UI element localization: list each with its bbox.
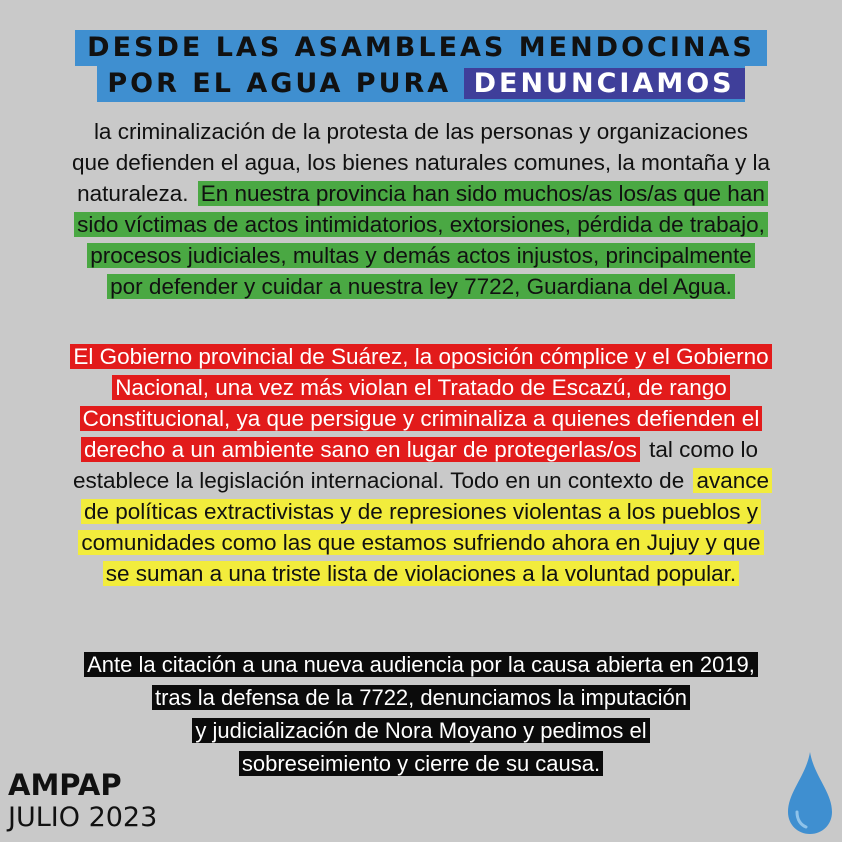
paragraph3-line2 bbox=[0, 681, 842, 714]
water-drop-icon bbox=[788, 752, 832, 839]
paragraph2-line8 bbox=[0, 558, 842, 589]
yellow-highlight: se suman a una triste lista de violaciones a la voluntad popular. bbox=[103, 561, 739, 586]
paragraph2-line7 bbox=[0, 527, 842, 558]
paragraph1-line2 bbox=[0, 147, 842, 178]
paragraph2-line3 bbox=[0, 403, 842, 434]
red-highlight: Constitucional, ya que persigue y criminaliza a quienes defienden el bbox=[80, 406, 763, 431]
yellow-highlight: de políticas extractivistas y de represiones violentas a los pueblos y bbox=[81, 499, 761, 524]
paragraph2-line1 bbox=[0, 341, 842, 372]
paragraph2-line5 bbox=[0, 465, 842, 496]
title-highlight-denunciamos: DENUNCIAMOS bbox=[464, 68, 745, 99]
title-line-1: DESDE LAS ASAMBLEAS MENDOCINAS bbox=[75, 30, 767, 66]
black-highlight: y judicialización de Nora Moyano y pedimos el bbox=[192, 718, 649, 743]
yellow-highlight: comunidades como las que estamos sufriendo ahora en Jujuy y que bbox=[78, 530, 763, 555]
paragraph1-line3 bbox=[0, 178, 842, 209]
title-line-2-prefix: POR EL AGUA PURA bbox=[107, 68, 452, 99]
red-highlight: derecho a un ambiente sano en lugar de protegerlas/os bbox=[81, 437, 640, 462]
paragraph1-line5 bbox=[0, 240, 842, 271]
green-highlight: por defender y cuidar a nuestra ley 7722, Guardiana del Agua. bbox=[107, 274, 735, 299]
paragraph1-line4 bbox=[0, 209, 842, 240]
black-highlight: tras la defensa de la 7722, denunciamos la imputación bbox=[152, 685, 690, 710]
text-segment: establece la legislación internacional. Todo en un contexto de bbox=[72, 468, 685, 493]
red-highlight: El Gobierno provincial de Suárez, la oposición cómplice y el Gobierno bbox=[70, 344, 771, 369]
title-line-2 bbox=[97, 66, 744, 102]
black-highlight: sobreseimiento y cierre de su causa. bbox=[239, 751, 603, 776]
yellow-highlight: avance bbox=[693, 468, 772, 493]
paragraph-criminalization bbox=[0, 116, 842, 302]
text-segment: que defienden el agua, los bienes naturales comunes, la montaña y la bbox=[72, 150, 770, 175]
text-segment: tal como lo bbox=[649, 437, 758, 462]
red-highlight: Nacional, una vez más violan el Tratado de Escazú, de rango bbox=[112, 375, 730, 400]
paragraph1-line1 bbox=[0, 116, 842, 147]
green-highlight: procesos judiciales, multas y demás actos injustos, principalmente bbox=[87, 243, 755, 268]
paragraph-government bbox=[0, 341, 842, 589]
signature-date: JULIO 2023 bbox=[8, 802, 158, 833]
paragraph2-line6 bbox=[0, 496, 842, 527]
paragraph-nora-moyano bbox=[0, 648, 842, 780]
paragraph3-line1 bbox=[0, 648, 842, 681]
signature-name: AMPAP bbox=[8, 768, 122, 802]
paragraph1-line6 bbox=[0, 271, 842, 302]
paragraph2-line4 bbox=[0, 434, 842, 465]
green-highlight: En nuestra provincia han sido muchos/as los/as que han bbox=[198, 181, 768, 206]
green-highlight: sido víctimas de actos intimidatorios, extorsiones, pérdida de trabajo, bbox=[74, 212, 768, 237]
paragraph2-line2 bbox=[0, 372, 842, 403]
text-segment: naturaleza. bbox=[77, 181, 189, 206]
title-banner bbox=[0, 30, 842, 102]
black-highlight: Ante la citación a una nueva audiencia por la causa abierta en 2019, bbox=[84, 652, 758, 677]
paragraph3-line3 bbox=[0, 714, 842, 747]
text-segment: la criminalización de la protesta de las personas y organizaciones bbox=[93, 119, 749, 144]
signature bbox=[8, 768, 157, 834]
